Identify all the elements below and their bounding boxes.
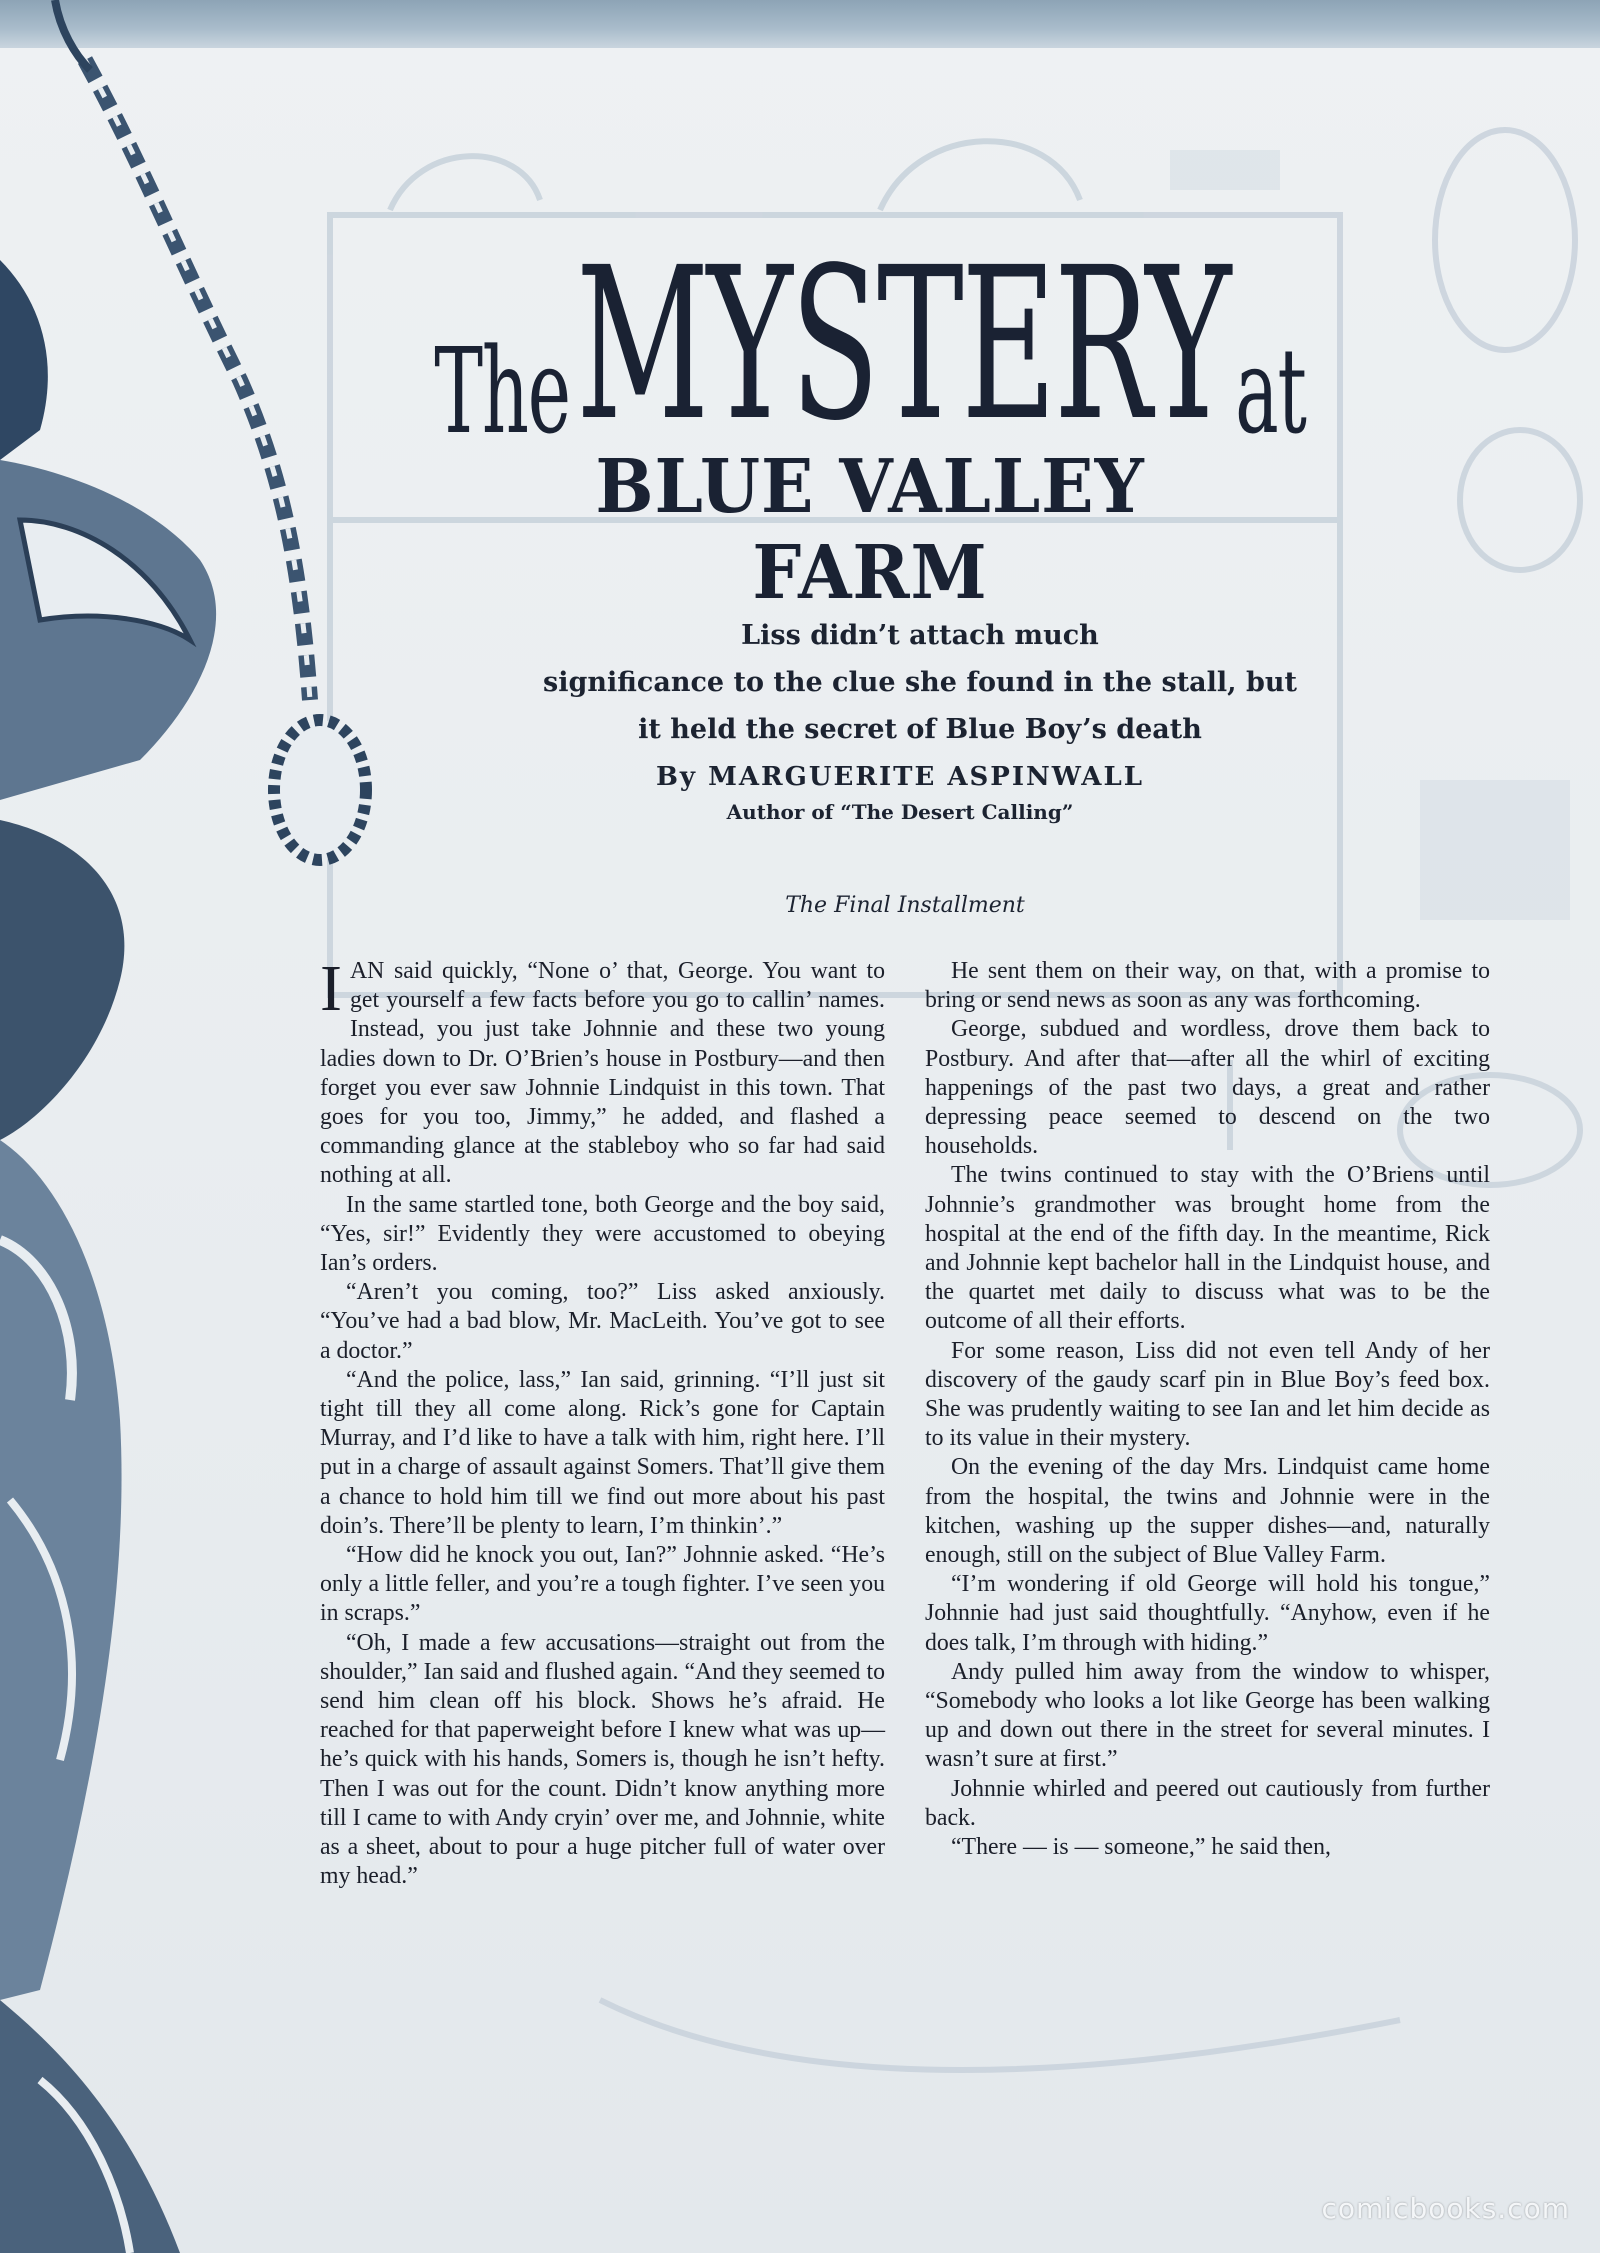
deck-line-3: it held the secret of Blue Boy’s death xyxy=(638,714,1202,745)
title-line-1 xyxy=(434,222,1306,467)
title-the: The xyxy=(434,322,570,460)
paragraph: Johnnie whirled and peered out cautiously from further back. xyxy=(925,1775,1490,1831)
paragraph: He sent them on their way, on that, with a promise to bring or send news as soon as any was forthcoming. xyxy=(925,958,1490,1014)
drop-cap: I xyxy=(320,952,342,1025)
paragraph: “And the police, lass,” Ian said, grinning. “I’ll just sit tight till they all come along. Rick’s gone for Captain Murray, and I’d like to have a talk with him, right here. I’ll put in a charge of assault against Somers. That’ll give them a chance to hold him till we find out more about his past doin’s. There’ll be plenty to learn, I’m thinkin’.” xyxy=(320,1366,885,1539)
paragraph: IAN said quickly, “None o’ that, George. You want to get yourself a few facts before you go to callin’ names. Instead, you just take Johnnie and these two young ladies down to Dr. O’Brien’s house in Postbury—and then forget you ever saw Johnnie Lindquist in this town. That goes for you too, Jimmy,” he added, and flashed a commanding glance at the stableboy who so far had said nothing at all. xyxy=(320,952,885,1189)
title-mystery: MYSTERY xyxy=(575,222,1229,467)
deck-line-2: significance to the clue she found in the stall, but xyxy=(543,667,1297,698)
installment-label: The Final Installment xyxy=(785,893,1025,918)
paragraph: “There — is — someone,” he said then, xyxy=(951,1834,1331,1861)
paragraph: For some reason, Liss did not even tell Andy of her discovery of the gaudy scarf pin in Blue Boy’s feed box. She was prudently waiting to see Ian and let him decide as to its value in their mystery. xyxy=(925,1337,1490,1452)
paragraph: Andy pulled him away from the window to whisper, “Somebody who looks a lot like George has been walking up and down out there in the street for several minutes. I wasn’t sure at first.” xyxy=(925,1658,1490,1773)
left-column xyxy=(320,952,885,1892)
paragraph: “How did he knock you out, Ian?” Johnnie asked. “He’s only a little feller, and you’re a tough fighter. I’ve seen you in scraps.” xyxy=(320,1542,885,1627)
paragraph: “I’m wondering if old George will hold his tongue,” Johnnie had just said thoughtfully. “Anyhow, even if he does talk, I’m through with hiding.” xyxy=(925,1571,1490,1656)
title-at: at xyxy=(1235,322,1306,460)
deck-line-1: Liss didn’t attach much xyxy=(741,620,1099,651)
title-line-2: BLUE VALLEY FARM xyxy=(595,444,1145,616)
article-deck xyxy=(470,612,1370,753)
author-note: Author of “The Desert Calling” xyxy=(726,800,1074,824)
article-title xyxy=(434,222,1306,616)
right-column xyxy=(925,957,1490,1862)
paragraph: “Oh, I made a few accusations—straight out from the shoulder,” Ian said and flushed again. “And they seemed to send him clean off his block. Shows he’s afraid. He reached for that paperweight before I knew what was up—he’s quick with his hands, Somers is, though he isn’t hefty. Then I was out for the count. Didn’t know anything more till I came to with Andy cryin’ over me, and Johnnie, white as a sheet, about to pour a huge pitcher full of water over my head.” xyxy=(320,1629,885,1890)
paragraph: In the same startled tone, both George and the boy said, “Yes, sir!” Evidently they were accustomed to obeying Ian’s orders. xyxy=(320,1191,885,1277)
paragraph: George, subdued and wordless, drove them back to Postbury. And after that—after all the whirl of exciting happenings of the past two days, a great and rather depressing peace seemed to descend on the two households. xyxy=(925,1016,1490,1160)
paragraph: “Aren’t you coming, too?” Liss asked anxiously. “You’ve had a bad blow, Mr. MacLeith. You’ve got to see a doctor.” xyxy=(320,1279,885,1364)
paragraph: On the evening of the day Mrs. Lindquist came home from the hospital, the twins and Johnnie were in the kitchen, washing up the supper dishes—and, naturally enough, still on the subject of Blue Valley Farm. xyxy=(925,1454,1490,1569)
byline: By MARGUERITE ASPINWALL xyxy=(655,762,1145,792)
paragraph: The twins continued to stay with the O’Briens until Johnnie’s grandmother was brought home from the hospital at the end of the fifth day. In the meantime, Rick and Johnnie kept bachelor hall in the Lindquist house, and the quartet met daily to discuss what was to be the outcome of all their efforts. xyxy=(925,1162,1490,1335)
site-watermark: comicbooks.com xyxy=(1321,2192,1570,2225)
